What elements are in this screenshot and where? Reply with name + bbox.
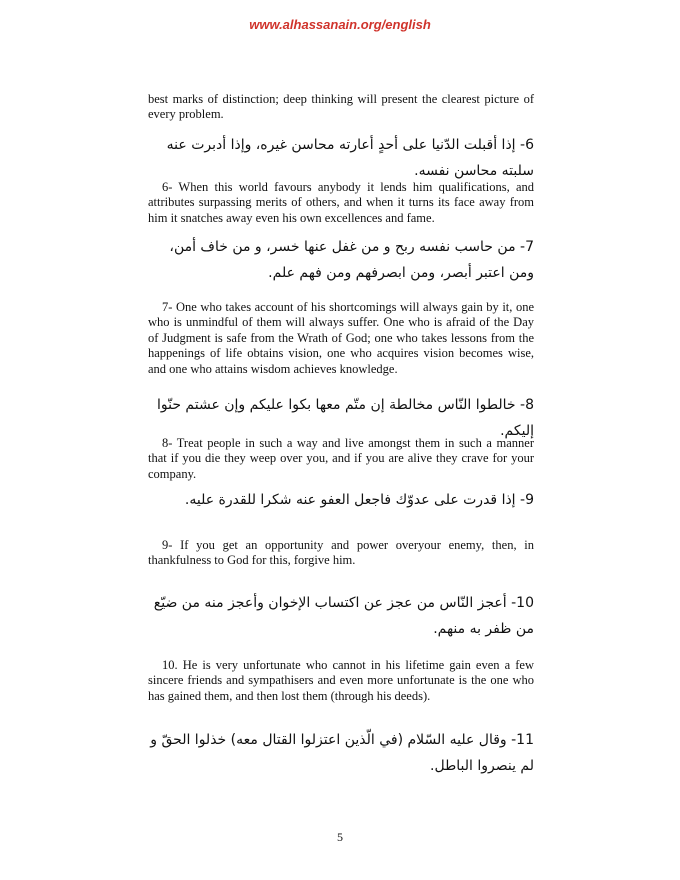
translation-8: 8- Treat people in such a way and live amongst them in such a manner that if you die they weep over you, and if you are alive they crave for your company. (148, 436, 534, 481)
paragraph-continued: best marks of distinction; deep thinking will present the clearest picture of every problem. (148, 92, 534, 122)
arabic-saying-6: 6- إذا أقبلت الدّنيا على أحدٍ أعارته محاسن غيره، وإذا أدبرت عنه سلبته محاسن نفسه. (166, 137, 534, 179)
translation-6: 6- When this world favours anybody it lends him qualifications, and attributes surpassing merits of others, and when it turns its face away from him it snatches away even his own excellences and fame. (148, 180, 534, 225)
arabic-saying-9: 9- إذا قدرت على عدوّك فاجعل العفو عنه شكرا للقدرة عليه. (184, 492, 534, 508)
translation-7: 7- One who takes account of his shortcomings will always gain by it, one who is unmindful of them will always suffer. One who is afraid of the Day of Judgment is safe from the Wrath of God; one who takes lessons from the happenings of life obtains vision, one who acquires vision becomes wise, and one who attains wisdom achieves knowledge. (148, 300, 534, 376)
translation-10: 10. He is very unfortunate who cannot in his lifetime gain even a few sincere friends and sympathisers and even more unfortunate is the one who has gained them, and then lost them (through his deeds). (148, 658, 534, 703)
arabic-saying-8: 8- خالطوا النّاس مخالطة إن متّم معها بكوا عليكم وإن عشتم حنّوا إليكم. (156, 397, 534, 439)
arabic-saying-10: 10- أعجز النّاس من عجز عن اكتساب الإخوان وأعجز منه من ضيّع من ظفر به منهم. (153, 595, 534, 637)
arabic-saying-11: 11- وقال عليه السّلام (في الّذين اعتزلوا القتال معه) خذلوا الحقّ و لم ينصروا الباطل. (150, 732, 534, 774)
translation-9: 9- If you get an opportunity and power overyour enemy, then, in thankfulness to God for this, forgive him. (148, 538, 534, 568)
arabic-saying-7: 7- من حاسب نفسه ربح و من غفل عنها خسر، و من خاف أمن، ومن اعتبر أبصر، ومن ابصرفهم ومن فهم علم. (169, 239, 534, 281)
header-url[interactable]: www.alhassanain.org/english (249, 17, 431, 32)
page-number: 5 (337, 830, 343, 844)
